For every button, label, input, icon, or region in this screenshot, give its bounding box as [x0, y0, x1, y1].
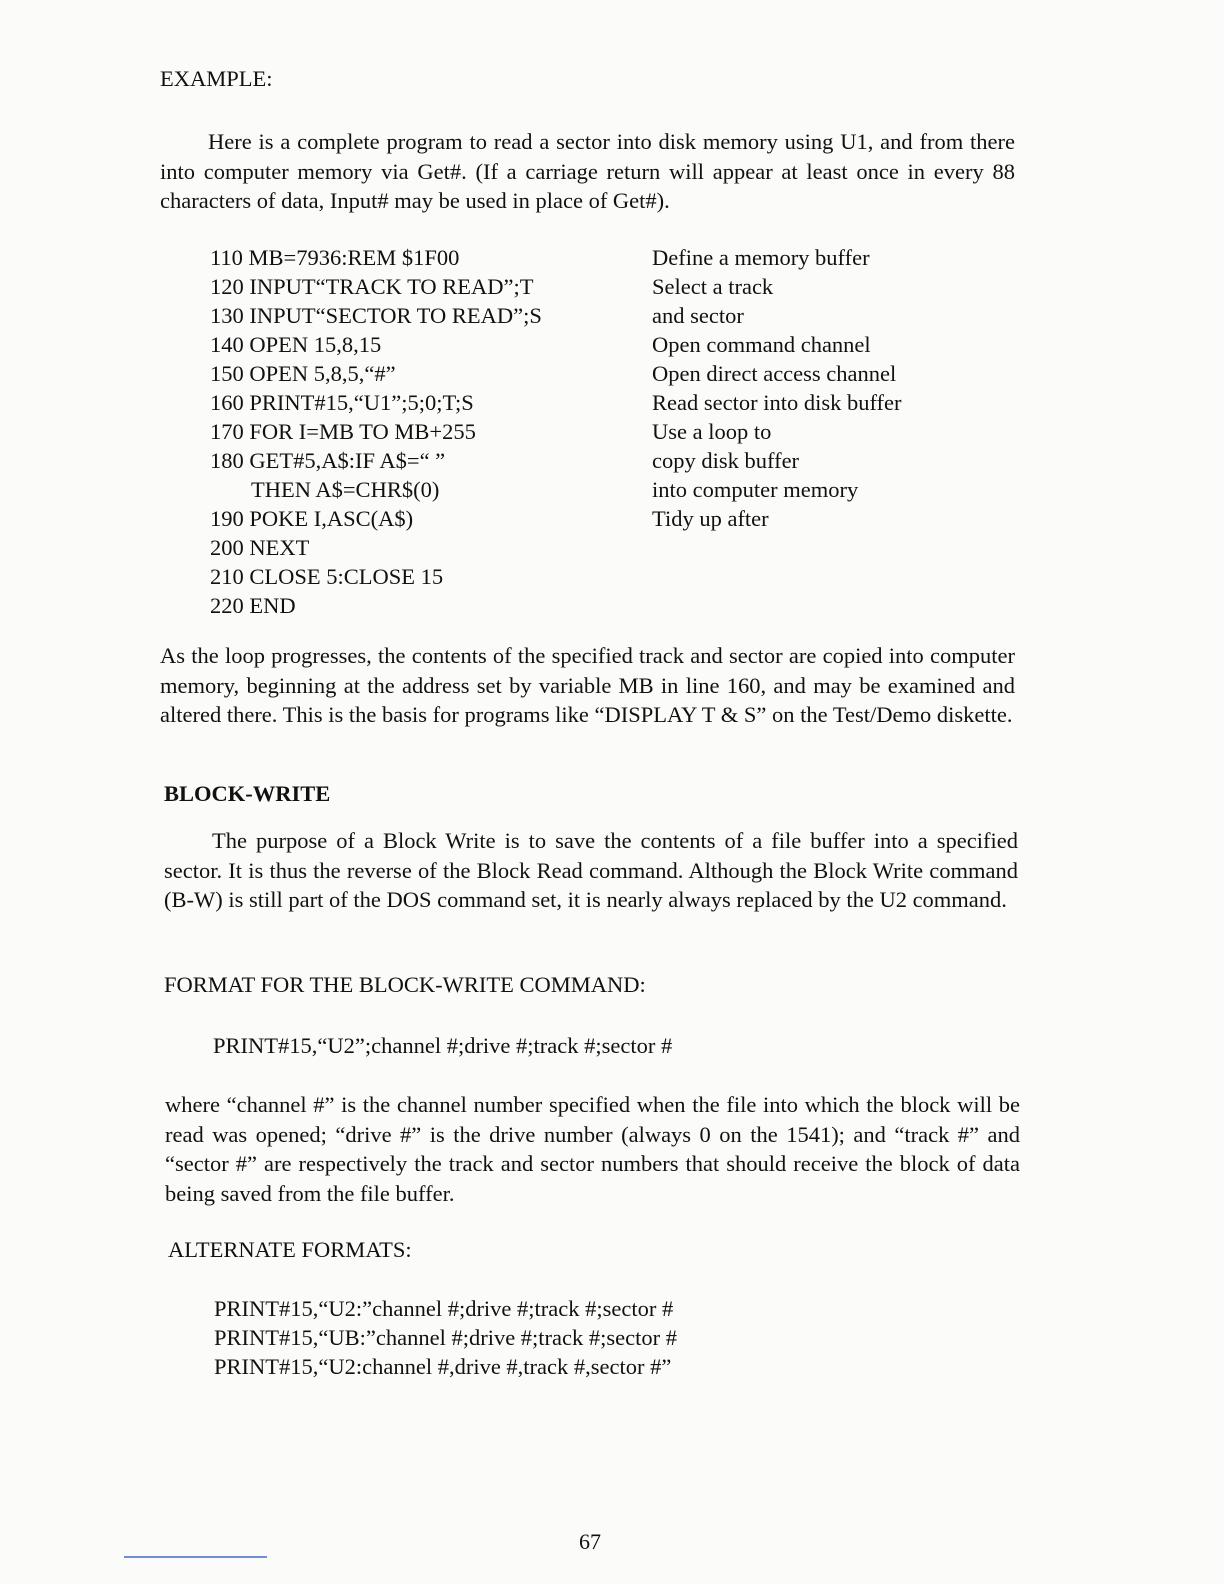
format-label: FORMAT FOR THE BLOCK-WRITE COMMAND:	[164, 972, 646, 997]
alternate-format-line: PRINT#15,“UB:”channel #;drive #;track #;sector #	[214, 1325, 677, 1350]
intro-paragraph: Here is a complete program to read a sector into disk memory using U1, and from there into computer memory via Get#. (If a carriage return will appear at least once in every 88 characters of data, Input# may be used in place of Get#).	[160, 129, 1015, 213]
code-line: 220 END	[210, 593, 296, 618]
code-line: 170 FOR I=MB TO MB+255	[210, 419, 476, 444]
comment-line: and sector	[652, 303, 744, 328]
example-label: EXAMPLE:	[160, 66, 273, 91]
comment-line: Use a loop to	[652, 419, 772, 444]
code-line: 210 CLOSE 5:CLOSE 15	[210, 564, 444, 589]
loop-paragraph: As the loop progresses, the contents of the specified track and sector are copied into computer memory, beginning at the address set by variable MB in line 160, and may be examined and altered there. This is the basis for programs like “DISPLAY T & S” on the Test/Demo diskette.	[160, 643, 1015, 727]
code-line: 160 PRINT#15,“U1”;5;0;T;S	[210, 390, 474, 415]
comment-line: Open command channel	[652, 332, 871, 357]
comment-line: copy disk buffer	[652, 448, 800, 473]
code-line: 150 OPEN 5,8,5,“#”	[210, 361, 396, 386]
comment-line: into computer memory	[652, 477, 859, 502]
code-line: 130 INPUT“SECTOR TO READ”;S	[210, 303, 542, 328]
page-number: 67	[579, 1529, 601, 1554]
alternate-format-line: PRINT#15,“U2:channel #,drive #,track #,sector #”	[214, 1354, 672, 1379]
comment-line: Define a memory buffer	[652, 245, 870, 270]
block-write-paragraph: The purpose of a Block Write is to save the contents of a file buffer into a specified sector. It is thus the reverse of the Block Read command. Although the Block Write command (B-W) is still part of the DOS command set, it is nearly always replaced by the U2 command.	[164, 828, 1018, 912]
bottom-rule	[124, 1556, 267, 1558]
comment-line: Tidy up after	[652, 506, 769, 531]
format-command: PRINT#15,“U2”;channel #;drive #;track #;sector #	[213, 1033, 673, 1058]
comment-line: Open direct access channel	[652, 361, 897, 386]
comment-line: Read sector into disk buffer	[652, 390, 902, 415]
code-line: 140 OPEN 15,8,15	[210, 332, 382, 357]
code-line: 110 MB=7936:REM $1F00	[210, 245, 460, 270]
code-line: 200 NEXT	[210, 535, 310, 560]
code-line: 180 GET#5,A$:IF A$=“ ”	[210, 448, 446, 473]
alternate-format-line: PRINT#15,“U2:”channel #;drive #;track #;sector #	[214, 1296, 674, 1321]
alternate-label: ALTERNATE FORMATS:	[168, 1237, 412, 1262]
block-write-heading: BLOCK-WRITE	[164, 781, 331, 806]
code-line: THEN A$=CHR$(0)	[251, 477, 440, 502]
code-line: 190 POKE I,ASC(A$)	[210, 506, 414, 531]
comment-line: Select a track	[652, 274, 774, 299]
code-line: 120 INPUT“TRACK TO READ”;T	[210, 274, 534, 299]
where-paragraph: where “channel #” is the channel number specified when the file into which the block will be read was opened; “drive #” is the drive number (always 0 on the 1541); and “track #” and “sector #” are respectively the track and sector numbers that should receive the block of data being saved from the file buffer.	[165, 1092, 1020, 1206]
